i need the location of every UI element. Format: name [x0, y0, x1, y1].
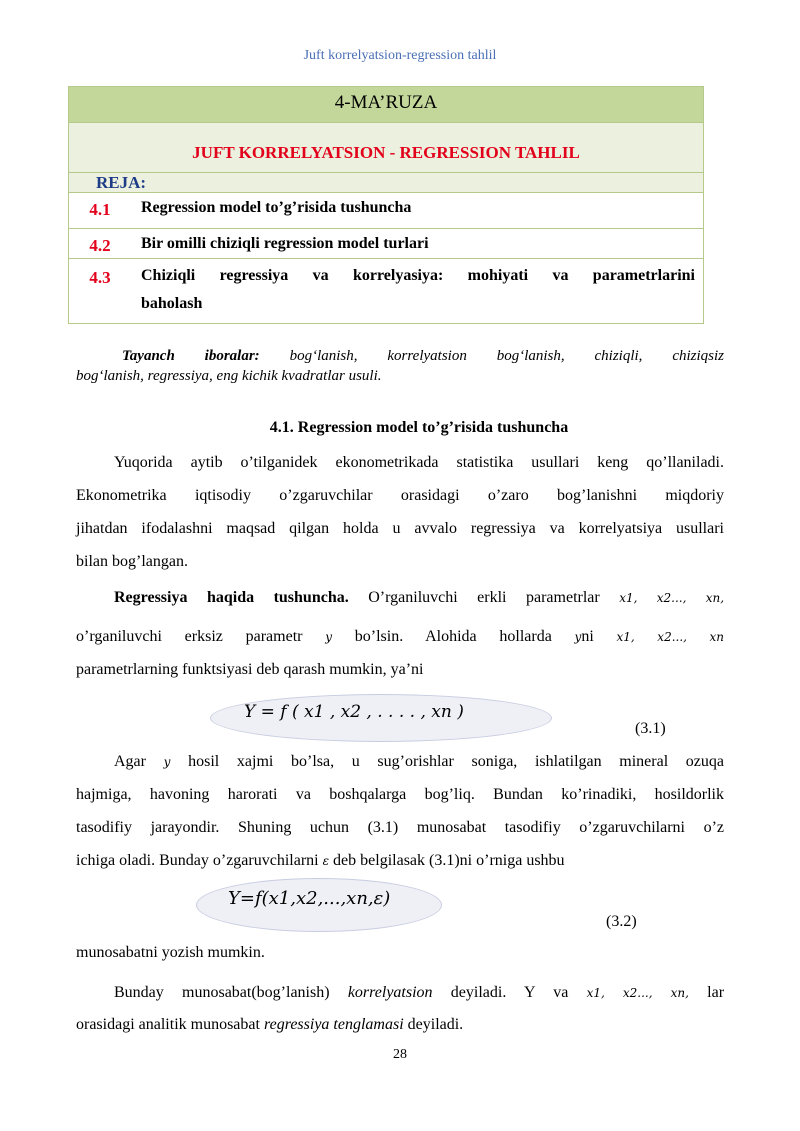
variables-x: x1, x2..., xn [616, 630, 725, 644]
plan-item-text-continued: baholash [141, 295, 203, 312]
term-bold: Regressiya haqida tushuncha. [114, 589, 349, 606]
plan-label: REJA: [96, 173, 147, 192]
variable-y: y [325, 630, 332, 644]
equation-3-2: Y=f(x1,x2,...,xn,ε) [228, 888, 391, 909]
plan-item-text: Regression model to’g’risida tushuncha [141, 199, 412, 216]
variables-x: x1, x2..., xn, [619, 591, 725, 605]
plan-item [69, 229, 703, 259]
paragraph-line: parametrlarning funktsiyasi deb qarash mumkin, ya’ni [76, 661, 424, 678]
paragraph-line: Ekonometrika iqtisodiy o’zgaruvchilar orasidagi o’zaro bog’lanishni miqdoriy [76, 487, 724, 504]
paragraph-line: o’rganiluvchi erksiz parametr y bo’lsin. Alohida hollarda yni x1, x2..., xn [76, 628, 725, 645]
topic-row [69, 123, 703, 173]
variable-y: y [574, 630, 582, 644]
paragraph-line: Yuqorida aytib o’tilganidek ekonometrikada statistika usullari keng qo’llaniladi. [114, 454, 724, 471]
topic-title: JUFT KORRELYATSION - REGRESSION TAHLIL [192, 143, 580, 162]
plan-item-number: 4.3 [89, 268, 111, 287]
paragraph-line: ichiga oladi. Bunday o’zgaruvchilarni ε deb belgilasak (3.1)ni o’rniga ushbu [76, 852, 565, 869]
keywords-text: bog‘lanish, korrelyatsion bog‘lanish, chiziqli, chiziqsiz [289, 348, 724, 364]
variable-y: y [163, 755, 171, 769]
plan-item [69, 259, 703, 325]
equation-number: (3.1) [635, 720, 666, 737]
paragraph-line: munosabatni yozish mumkin. [76, 944, 265, 961]
equation-number: (3.2) [606, 913, 637, 930]
paragraph-line: Bunday munosabat(bog’lanish) korrelyatsion deyiladi. Y va x1, x2..., xn, lar [114, 984, 725, 1001]
page-number: 28 [393, 1047, 407, 1062]
section-heading: 4.1. Regression model to’g’risida tushuncha [269, 419, 569, 436]
term-italic: regressiya tenglamasi [263, 1016, 404, 1033]
keywords-label: Tayanch iboralar: [122, 348, 260, 364]
paragraph-line: Agar y hosil xajmi bo’lsa, u sug’orishlar soniga, ishlatilgan mineral ozuqa [114, 753, 725, 770]
paragraph-line: orasidagi analitik munosabat regressiya tenglamasi deyiladi. [76, 1016, 464, 1033]
plan-item-number: 4.2 [89, 236, 111, 255]
paragraph-line: Regressiya haqida tushuncha. O’rganiluvchi erkli parametrlar x1, x2..., xn, [114, 589, 725, 606]
plan-item-number: 4.1 [89, 200, 111, 219]
keywords [76, 346, 724, 386]
plan-item-text: Chiziqli regressiya va korrelyasiya: mohiyati va parametrlarini [141, 267, 695, 284]
running-header: Juft korrelyatsion-regression tahlil [303, 48, 497, 63]
plan-item-text: Bir omilli chiziqli regression model turlari [141, 235, 429, 252]
plan-item [69, 193, 703, 229]
keywords-text-continued: bog‘lanish, regressiya, eng kichik kvadratlar usuli. [76, 368, 382, 384]
paragraph-line: hajmiga, havoning harorati va boshqalarga bog’liq. Bundan ko’rinadiki, hosildorlik [76, 786, 724, 803]
variables-x: x1, x2..., xn, [586, 986, 689, 1000]
epsilon-symbol: ε [322, 854, 330, 868]
plan-label-row [69, 173, 703, 193]
lecture-number: 4-MA’RUZA [69, 87, 703, 123]
paragraph-line: bilan bog’langan. [76, 553, 188, 570]
paragraph-line: jihatdan ifodalashni maqsad qilgan holda u avvalo regressiya va korrelyatsiya usullari [76, 520, 724, 537]
lecture-plan-box [68, 86, 704, 324]
term-italic: korrelyatsion [347, 984, 433, 1001]
equation-3-1: Y = f ( x1 , x2 , . . . . , xn ) [244, 702, 464, 722]
paragraph-line: tasodifiy jarayondir. Shuning uchun (3.1) munosabat tasodifiy o’zgaruvchilarni o’z [76, 819, 724, 836]
